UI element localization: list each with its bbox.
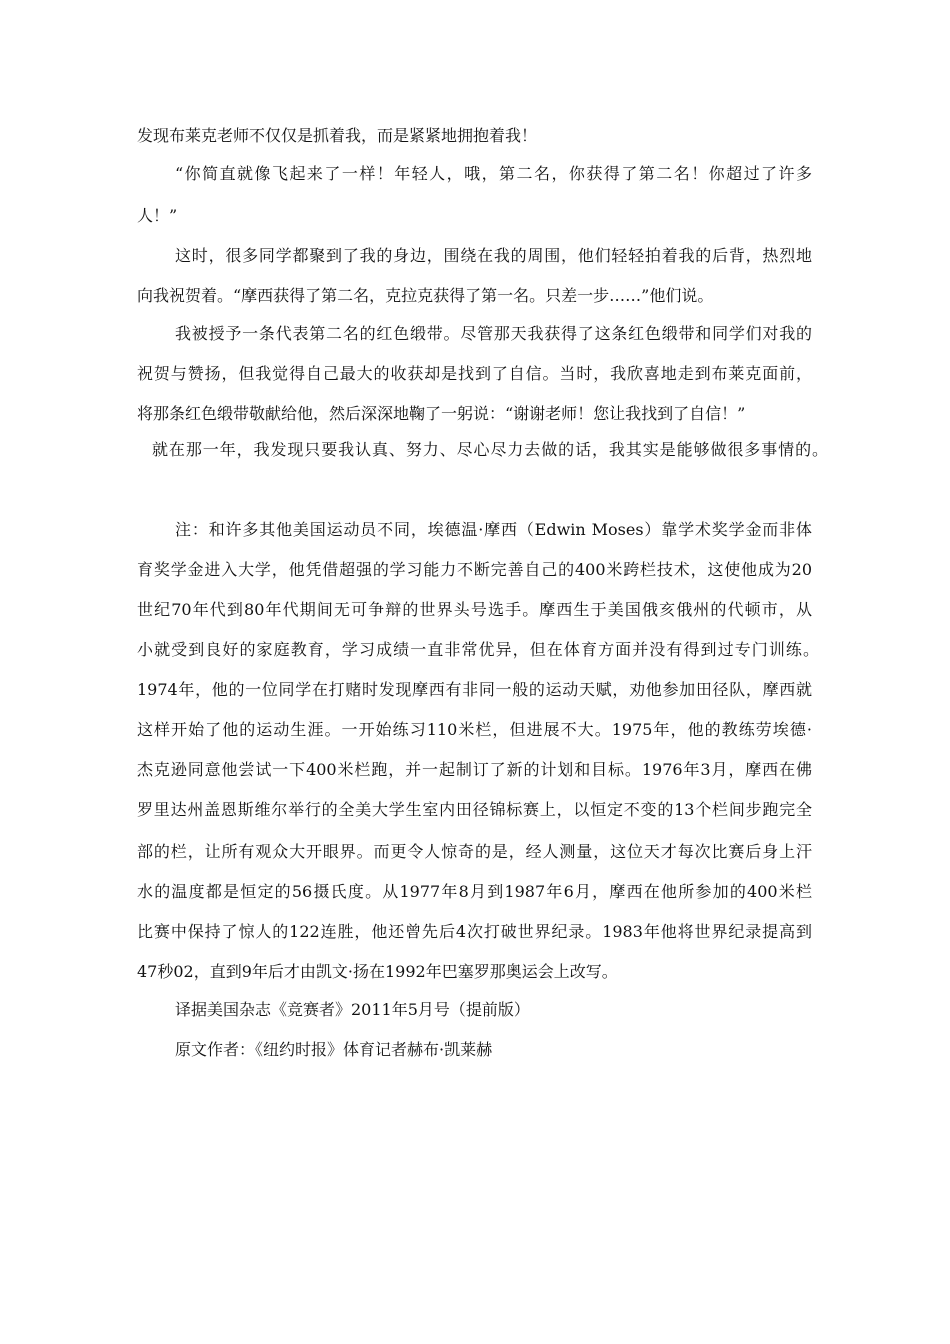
- story-line: 发现布莱克老师不仅仅是抓着我，而是紧紧地拥抱着我！: [137, 126, 538, 145]
- story-line: 向我祝贺着。“摩西获得了第二名，克拉克获得了第一名。只差一步……”他们说。: [137, 286, 714, 305]
- note-line: 部的栏，让所有观众大开眼界。而更令人惊奇的是，经人测量，这位天才每次比赛后身上汗: [137, 842, 812, 861]
- note-line: 小就受到良好的家庭教育，学习成绩一直非常优异，但在体育方面并没有得到过专门训练。: [137, 640, 819, 659]
- story-line: 祝贺与赞扬，但我觉得自己最大的收获却是找到了自信。当时，我欣喜地走到布莱克面前，: [137, 364, 812, 383]
- note-line: 水的温度都是恒定的56摄氏度。从1977年8月到1987年6月，摩西在他所参加的400米栏: [137, 882, 812, 901]
- story-line: “你简直就像飞起来了一样！年轻人，哦，第二名，你获得了第二名！你超过了许多: [175, 164, 812, 183]
- story-line: 将那条红色缎带敬献给他，然后深深地鞠了一躬说：“谢谢老师！您让我找到了自信！”: [137, 404, 746, 423]
- note-line: 比赛中保持了惊人的122连胜，他还曾先后4次打破世界纪录。1983年他将世界纪录提高到: [137, 922, 812, 941]
- note-line: 这样开始了他的运动生涯。一开始练习110米栏，但进展不大。1975年，他的教练劳埃德·: [137, 720, 812, 739]
- translation-source: 译据美国杂志《竞赛者》2011年5月号（提前版）: [175, 1000, 530, 1019]
- note-line: 育奖学金进入大学，他凭借超强的学习能力不断完善自己的400米跨栏技术，这使他成为20: [137, 560, 812, 579]
- original-author: 原文作者：《纽约时报》体育记者赫布·凯莱赫: [175, 1040, 493, 1059]
- note-line: 杰克逊同意他尝试一下400米栏跑，并一起制订了新的计划和目标。1976年3月，摩西在佛: [137, 760, 812, 779]
- note-line: 注：和许多其他美国运动员不同，埃德温·摩西（Edwin Moses）靠学术奖学金而非体: [175, 520, 812, 539]
- note-line: 1974年，他的一位同学在打赌时发现摩西有非同一般的运动天赋，劝他参加田径队，摩西就: [137, 680, 812, 699]
- story-line: 我被授予一条代表第二名的红色缎带。尽管那天我获得了这条红色缎带和同学们对我的: [175, 324, 812, 343]
- note-line: 罗里达州盖恩斯维尔举行的全美大学生室内田径锦标赛上，以恒定不变的13个栏间步跑完全: [137, 800, 812, 819]
- story-line: 就在那一年，我发现只要我认真、努力、尽心尽力去做的话，我其实是能够做很多事情的。: [152, 440, 828, 459]
- note-line: 世纪70年代到80年代期间无可争辩的世界头号选手。摩西生于美国俄亥俄州的代顿市，从: [137, 600, 812, 619]
- story-line: 这时，很多同学都聚到了我的身边，围绕在我的周围，他们轻轻拍着我的后背，热烈地: [175, 246, 812, 265]
- note-line: 47秒02，直到9年后才由凯文·扬在1992年巴塞罗那奥运会上改写。: [137, 962, 618, 981]
- story-line: 人！”: [137, 206, 178, 225]
